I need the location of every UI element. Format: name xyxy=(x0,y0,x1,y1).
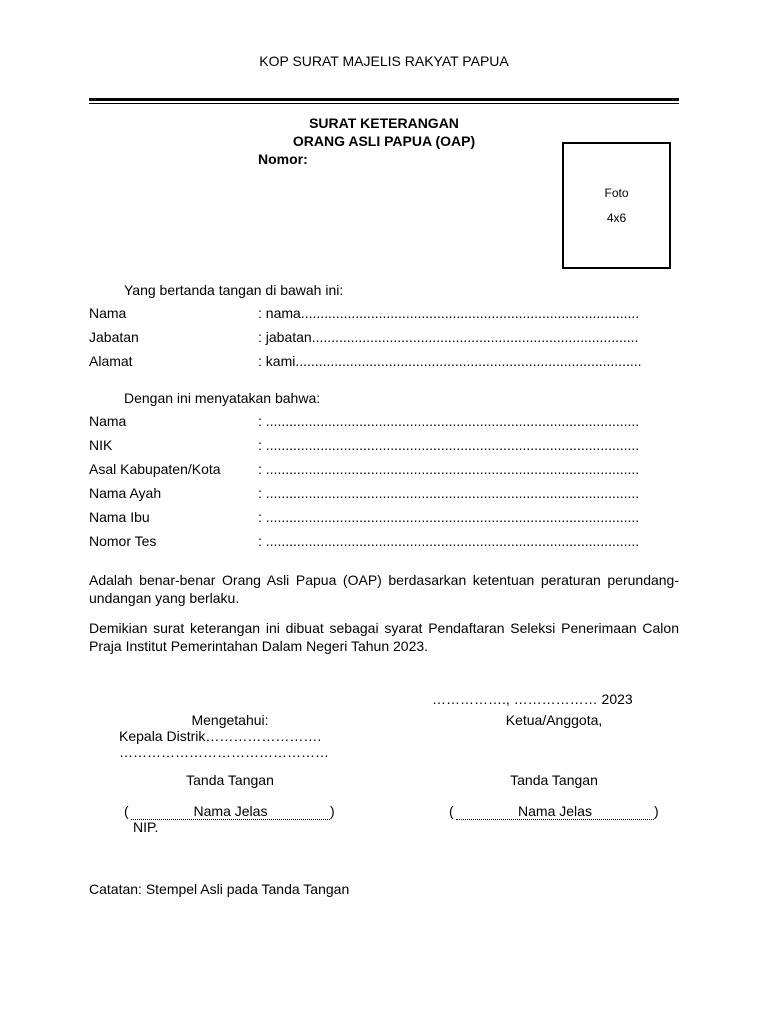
district-head-label: Kepala Distrik……………………. xyxy=(119,728,322,744)
left-name-open-paren: ( xyxy=(124,803,129,819)
right-signature-label: Tanda Tangan xyxy=(510,772,598,788)
right-name-close-paren: ) xyxy=(654,803,659,819)
statement-paragraph: Adalah benar-benar Orang Asli Papua (OAP) berdasarkan ketentuan peraturan perundang-undangan yang berlaku. xyxy=(89,572,679,606)
left-clear-name: Nama Jelas xyxy=(131,803,330,820)
date-line: ……………., ……………… 2023 xyxy=(432,691,633,707)
declare-name-value: : ................................................................................................ xyxy=(258,413,640,429)
declare-father-label: Nama Ayah xyxy=(89,485,162,501)
letterhead-title: KOP SURAT MAJELIS RAKYAT PAPUA xyxy=(259,53,509,69)
declare-test-number-label: Nomor Tes xyxy=(89,533,157,549)
declare-regency-value: : ................................................................................................ xyxy=(258,461,640,477)
letterhead-rule-thin xyxy=(89,103,679,104)
signer-address-value: : kami......................................................................................... xyxy=(258,353,642,369)
left-signature-label: Tanda Tangan xyxy=(186,772,274,788)
photo-label: Foto xyxy=(604,186,629,200)
signer-intro: Yang bertanda tangan di bawah ini: xyxy=(124,282,344,298)
purpose-paragraph: Demikian surat keterangan ini dibuat sebagai syarat Pendaftaran Seleksi Penerimaan Calon Praja Institut Pemerintahan Dalam Negeri Tahun 2023. xyxy=(89,620,679,654)
note-text: Catatan: Stempel Asli pada Tanda Tangan xyxy=(89,881,350,897)
photo-size-label: 4x6 xyxy=(606,211,627,225)
right-clear-name: Nama Jelas xyxy=(456,803,654,820)
signer-name-value: : nama....................................................................................... xyxy=(258,305,640,321)
declare-nik-value: : ................................................................................................ xyxy=(258,437,640,453)
photo-placeholder-box xyxy=(562,142,671,269)
document-title: SURAT KETERANGAN xyxy=(309,115,459,131)
acknowledged-label: Mengetahui: xyxy=(191,712,269,728)
nip-label: NIP. xyxy=(133,819,159,835)
declare-mother-label: Nama Ibu xyxy=(89,509,150,525)
declare-regency-label: Asal Kabupaten/Kota xyxy=(89,461,221,477)
declare-name-label: Nama xyxy=(89,413,127,429)
declare-intro: Dengan ini menyatakan bahwa: xyxy=(124,390,321,406)
signer-name-label: Nama xyxy=(89,305,127,321)
declare-test-number-value: : ................................................................................................ xyxy=(258,533,640,549)
right-name-open-paren: ( xyxy=(449,803,454,819)
signer-position-label: Jabatan xyxy=(89,329,139,345)
declare-father-value: : ................................................................................................ xyxy=(258,485,640,501)
document-subtitle: ORANG ASLI PAPUA (OAP) xyxy=(292,133,476,149)
signer-address-label: Alamat xyxy=(89,353,133,369)
left-name-close-paren: ) xyxy=(330,803,335,819)
letterhead-rule-thick xyxy=(89,98,679,101)
document-number-label: Nomor: xyxy=(258,151,308,167)
signer-position-value: : jabatan.................................................................................... xyxy=(258,329,639,345)
district-head-dots: ……………………………………… xyxy=(119,744,329,760)
chairman-member-label: Ketua/Anggota, xyxy=(505,712,603,728)
declare-nik-label: NIK xyxy=(89,437,113,453)
declare-mother-value: : ................................................................................................ xyxy=(258,509,640,525)
